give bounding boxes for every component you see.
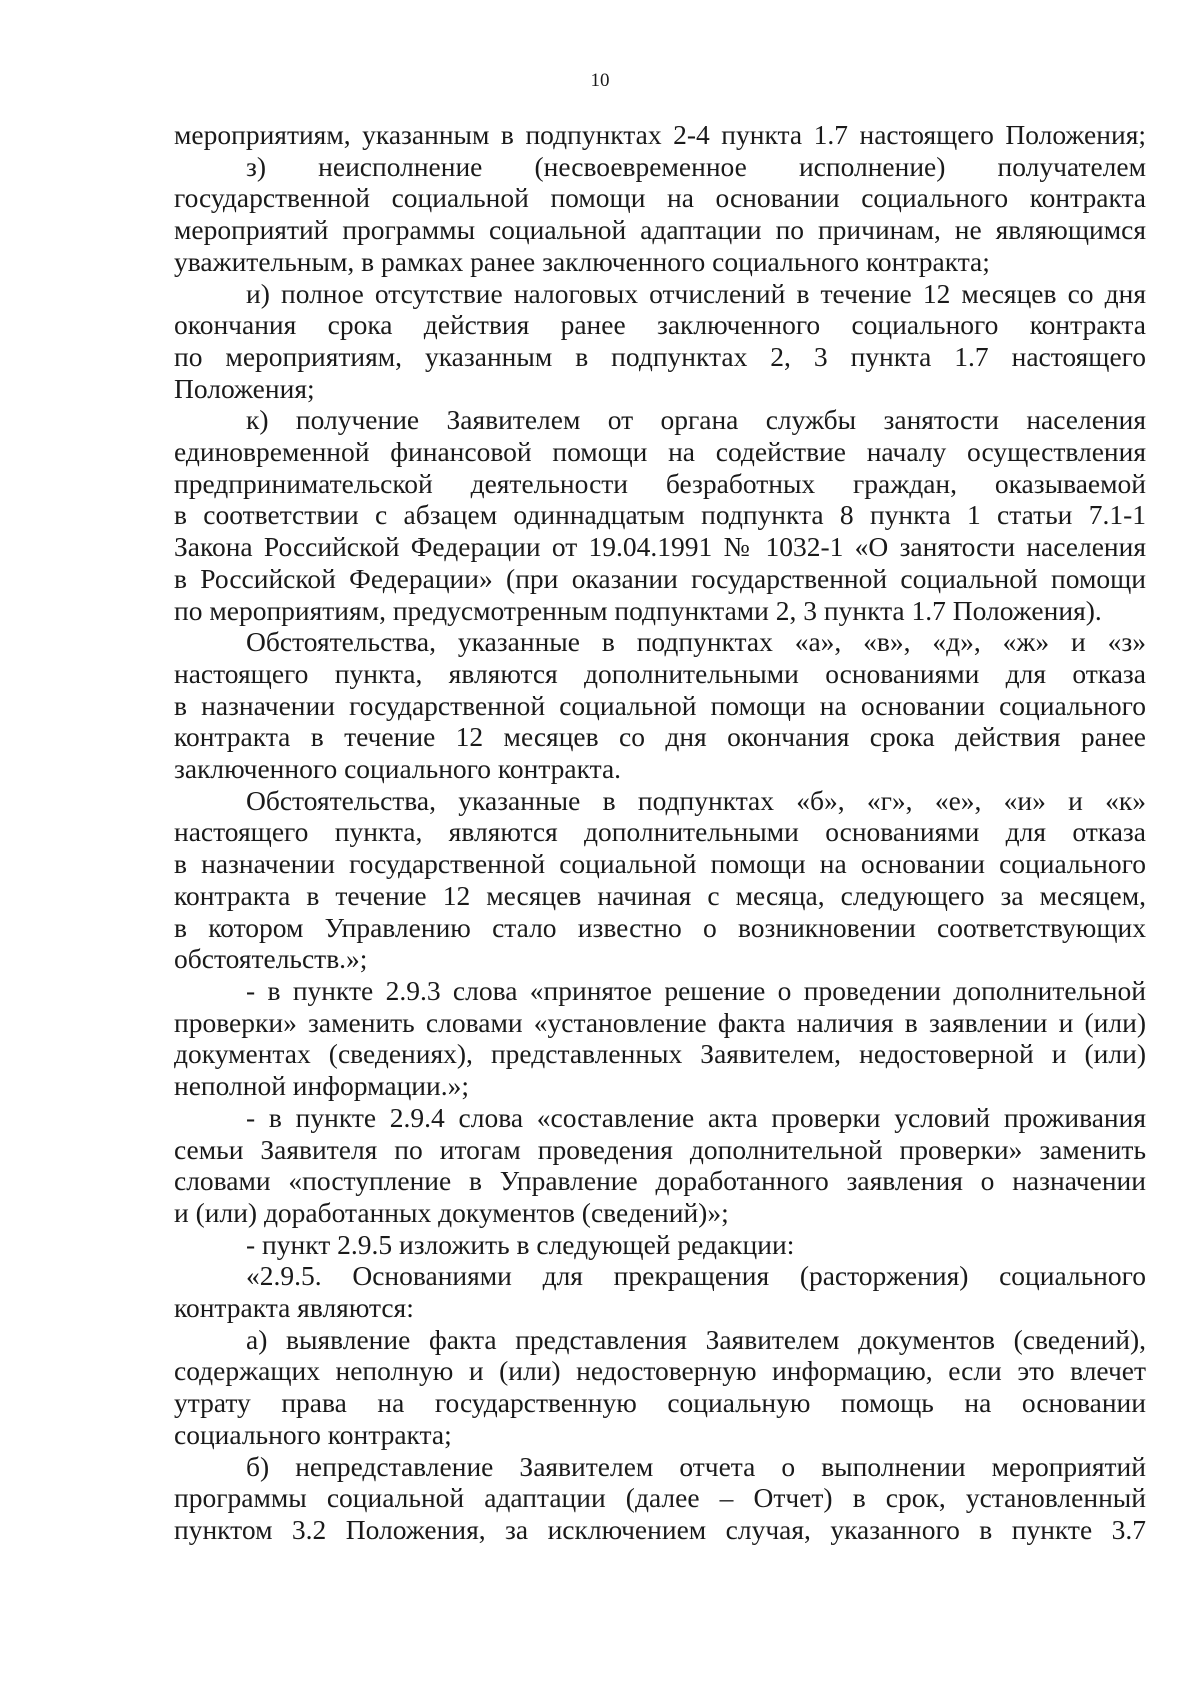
text-line: мероприятий программы социальной адаптации по причинам, не являющимся [174, 214, 1146, 246]
text-line: - в пункте 2.9.3 слова «принятое решение о проведении дополнительной [246, 974, 1146, 1006]
text-line: мероприятиям, указанным в подпунктах 2-4 пункта 1.7 настоящего Положения; [174, 119, 1146, 150]
text-line: семьи Заявителя по итогам проведения дополнительной проверки» заменить [174, 1133, 1146, 1165]
text-line: Закона Российской Федерации от 19.04.1991 № 1032-1 «О занятости населения [174, 531, 1146, 563]
text-line: содержащих неполную и (или) недостоверную информацию, если это влечет [174, 1355, 1146, 1387]
page-number: 10 [590, 70, 610, 91]
text-line: и) полное отсутствие налоговых отчислений в течение 12 месяцев со дня [246, 277, 1146, 309]
text-line: настоящего пункта, являются дополнительными основаниями для отказа [174, 816, 1146, 848]
text-line: проверки» заменить словами «установление факта наличия в заявлении и (или) [174, 1006, 1146, 1038]
text-line: программы социальной адаптации (далее – Отчет) в срок, установленный [174, 1482, 1146, 1514]
text-line: настоящего пункта, являются дополнительными основаниями для отказа [174, 657, 1146, 689]
text-line: единовременной финансовой помощи на содействие началу осуществления [174, 436, 1146, 468]
text-line: Обстоятельства, указанные в подпунктах «а», «в», «д», «ж» и «з» [246, 626, 1146, 658]
text-line: - в пункте 2.9.4 слова «составление акта проверки условий проживания [246, 1101, 1146, 1133]
text-line: б) непредставление Заявителем отчета о выполнении мероприятий [246, 1450, 1146, 1482]
text-line: з) неисполнение (несвоевременное исполнение) получателем [246, 150, 1146, 182]
text-line: контракта в течение 12 месяцев со дня окончания срока действия ранее [174, 721, 1146, 753]
text-line: в котором Управлению стало известно о возникновении соответствующих [174, 911, 1146, 943]
text-line: - пункт 2.9.5 изложить в следующей редакции: [246, 1228, 795, 1260]
text-line: контракта в течение 12 месяцев начиная с месяца, следующего за месяцем, [174, 879, 1146, 911]
text-line: утрату права на государственную социальную помощь на основании [174, 1387, 1146, 1419]
text-line: контракта являются: [174, 1292, 414, 1324]
text-line: государственной социальной помощи на основании социального контракта [174, 182, 1146, 214]
text-line: предпринимательской деятельности безработных граждан, оказываемой [174, 467, 1146, 499]
text-line: заключенного социального контракта. [174, 753, 622, 785]
text-line: в Российской Федерации» (при оказании государственной социальной помощи [174, 562, 1146, 594]
text-line: к) получение Заявителем от органа службы занятости населения [246, 404, 1146, 436]
text-line: уважительным, в рамках ранее заключенного социального контракта; [174, 245, 990, 277]
text-line: пунктом 3.2 Положения, за исключением случая, указанного в пункте 3.7 [174, 1513, 1146, 1545]
text-line: а) выявление факта представления Заявителем документов (сведений), [246, 1323, 1146, 1355]
text-line: Положения; [174, 372, 315, 404]
text-line: Обстоятельства, указанные в подпунктах «б», «г», «е», «и» и «к» [246, 784, 1146, 816]
text-line: обстоятельств.»; [174, 943, 368, 975]
text-line: по мероприятиям, предусмотренным подпунктами 2, 3 пункта 1.7 Положения). [174, 594, 1102, 626]
text-line: неполной информации.»; [174, 1070, 469, 1102]
text-line: социального контракта; [174, 1418, 452, 1450]
text-line: в назначении государственной социальной помощи на основании социального [174, 848, 1146, 880]
text-line: «2.9.5. Основаниями для прекращения (расторжения) социального [246, 1260, 1146, 1292]
text-line: окончания срока действия ранее заключенного социального контракта [174, 309, 1146, 341]
text-line: документах (сведениях), представленных Заявителем, недостоверной и (или) [174, 1038, 1146, 1070]
text-line: и (или) доработанных документов (сведений)»; [174, 1196, 729, 1228]
text-line: в соответствии с абзацем одиннадцатым подпункта 8 пункта 1 статьи 7.1-1 [174, 499, 1146, 531]
text-line: словами «поступление в Управление доработанного заявления о назначении [174, 1165, 1146, 1197]
text-line: по мероприятиям, указанным в подпунктах 2, 3 пункта 1.7 настоящего [174, 340, 1146, 372]
text-line: в назначении государственной социальной помощи на основании социального [174, 689, 1146, 721]
document-body [174, 119, 1146, 1546]
